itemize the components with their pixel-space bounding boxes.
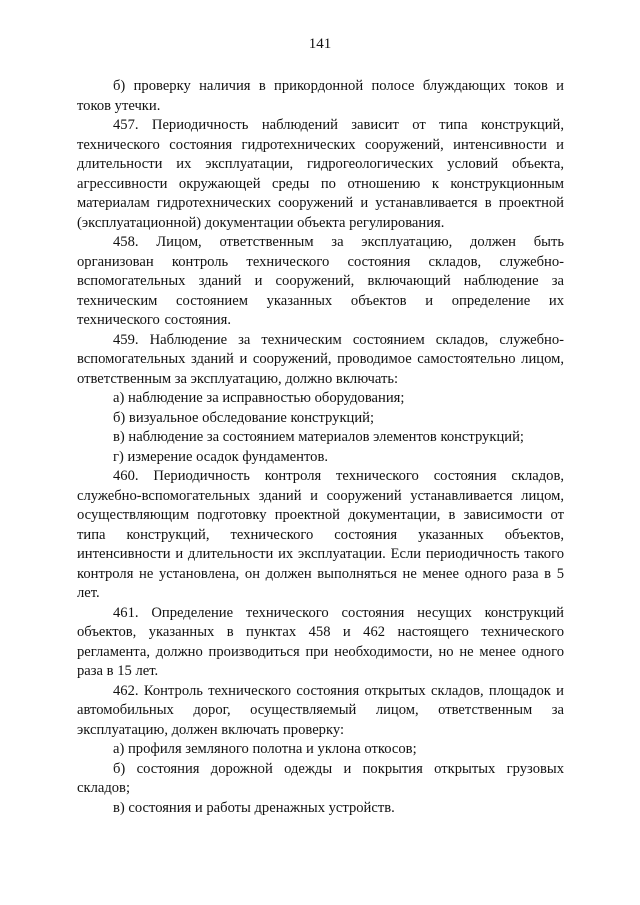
list-item-462-a: а) профиля земляного полотна и уклона откосов; (113, 741, 417, 757)
paragraph-457: 457. Периодичность наблюдений зависит от типа конструкций, технического состояния гидротехнических сооружений, интенсивности и длительности их эксплуатации, гидрогеологических условий объекта, агрессивности окружающей среды по отношению к конструкционным материалам гидротехнических сооружений и устанавливается в проектной (эксплуатационной) документации объекта регулирования. (77, 117, 564, 231)
paragraph-458: 458. Лицом, ответственным за эксплуатацию, должен быть организован контроль технического состояния складов, служебно-вспомогательных зданий и сооружений, включающий наблюдение за техническим состоянием указанных объектов и определение их технического состояния. (77, 234, 564, 328)
page-number: 141 (308, 36, 332, 52)
list-item-459-a: а) наблюдение за исправностью оборудования; (113, 390, 405, 406)
paragraph-item-b-stray-currents: б) проверку наличия в прикордонной полосе блуждающих токов и токов утечки. (77, 78, 564, 114)
paragraph-460: 460. Периодичность контроля технического состояния складов, служебно-вспомогательных зданий и сооружений устанавливается лицом, осуществляющим подготовку проектной документации, в зависимости от типа конструкций, технического состояния указанных объектов, интенсивности и длительности их эксплуатации. Если периодичность такого контроля не установлена, он должен выполняться не менее одного раза в 5 лет. (77, 468, 564, 601)
document-body (77, 77, 564, 818)
paragraph-461: 461. Определение технического состояния несущих конструкций объектов, указанных в пунктах 458 и 462 настоящего технического регламента, должно производиться при необходимости, но не менее одного раза в 15 лет. (77, 604, 564, 679)
paragraph-462: 462. Контроль технического состояния открытых складов, площадок и автомобильных дорог, осуществляемый лицом, ответственным за эксплуатацию, должен включать проверку: (77, 682, 564, 738)
list-item-459-v: в) наблюдение за состоянием материалов элементов конструкций; (113, 429, 524, 445)
list-item-462-v: в) состояния и работы дренажных устройств. (113, 799, 395, 816)
list-item-462-b: б) состояния дорожной одежды и покрытия открытых грузовых складов; (77, 760, 564, 796)
paragraph-459: 459. Наблюдение за техническим состоянием складов, служебно-вспомогательных зданий и сооружений, проводимое самостоятельно лицом, ответственным за эксплуатацию, должно включать: (77, 331, 564, 387)
list-item-459-g: г) измерение осадок фундаментов. (113, 448, 328, 465)
list-item-459-b: б) визуальное обследование конструкций; (113, 409, 375, 426)
